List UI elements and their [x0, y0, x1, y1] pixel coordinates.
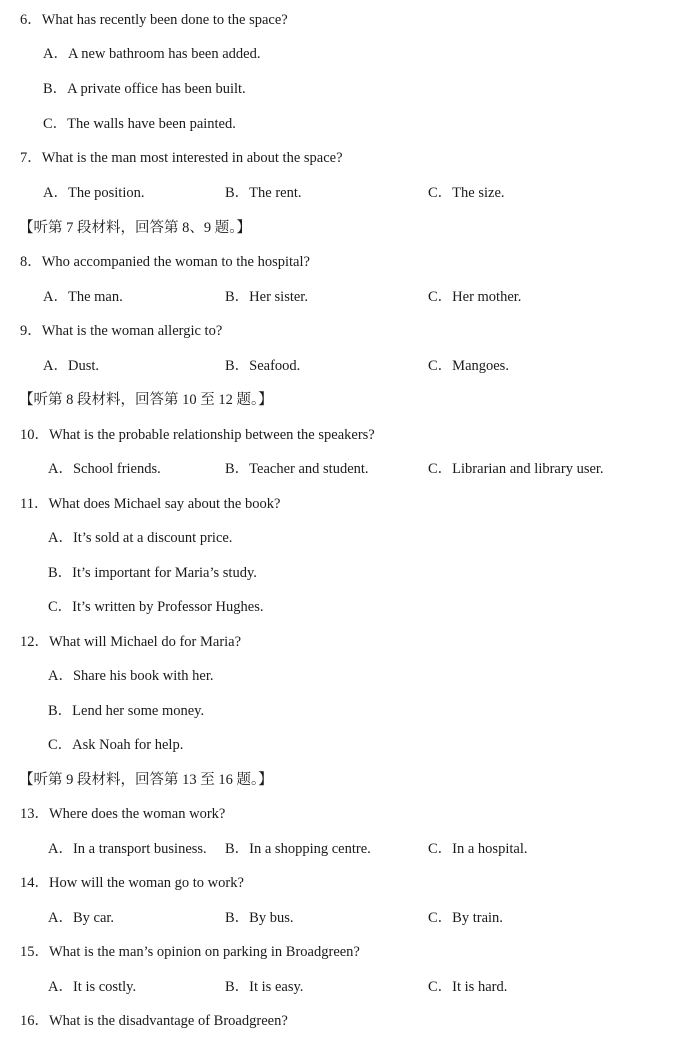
option-10b: B．Teacher and student.	[225, 461, 369, 477]
option-text: A．It’s sold at a discount price.	[48, 530, 233, 546]
option-6a	[0, 44, 693, 64]
option-6c	[0, 114, 693, 134]
option-text: B．It’s important for Maria’s study.	[48, 565, 257, 581]
option-11a	[0, 528, 693, 548]
options-14	[0, 908, 693, 928]
option-9c: C．Mangoes.	[428, 358, 509, 374]
options-13	[0, 839, 693, 859]
option-6b	[0, 79, 693, 99]
option-14b: B．By bus.	[225, 910, 294, 926]
question-14: 14．How will the woman go to work?	[20, 875, 244, 891]
option-10c: C．Librarian and library user.	[428, 461, 604, 477]
options-7	[0, 183, 693, 203]
option-15b: B．It is easy.	[225, 979, 304, 995]
option-8a: A．The man.	[43, 289, 123, 305]
question-12: 12．What will Michael do for Maria?	[20, 634, 242, 650]
option-7a: A．The position.	[43, 185, 145, 201]
options-9	[0, 356, 693, 376]
option-12b	[0, 701, 693, 721]
option-14a: A．By car.	[48, 910, 115, 926]
option-9b: B．Seafood.	[225, 358, 301, 374]
question-10: 10．What is the probable relationship between the speakers?	[20, 427, 375, 443]
option-11c	[0, 597, 693, 617]
section-heading-9: 【听第 9 段材料，回答第 13 至 16 题。】	[19, 772, 273, 788]
option-13b: B．In a shopping centre.	[225, 841, 371, 857]
option-11b	[0, 563, 693, 583]
question-13: 13．Where does the woman work?	[20, 806, 226, 822]
options-15	[0, 977, 693, 997]
options-10	[0, 459, 693, 479]
option-8b: B．Her sister.	[225, 289, 308, 305]
option-7b: B．The rent.	[225, 185, 302, 201]
option-13c: C．In a hospital.	[428, 841, 528, 857]
section-heading-7: 【听第 7 段材料，回答第 8、9 题。】	[19, 220, 251, 236]
option-12a	[0, 666, 693, 686]
option-15c: C．It is hard.	[428, 979, 508, 995]
option-text: A．Share his book with her.	[48, 668, 214, 684]
question-9: 9．What is the woman allergic to?	[20, 323, 223, 339]
section-heading-8: 【听第 8 段材料，回答第 10 至 12 题。】	[19, 392, 273, 408]
question-6: 6．What has recently been done to the space?	[20, 12, 288, 28]
question-7: 7．What is the man most interested in about the space?	[20, 150, 343, 166]
option-14c: C．By train.	[428, 910, 503, 926]
option-text: B．Lend her some money.	[48, 703, 205, 719]
option-text: A．A new bathroom has been added.	[43, 46, 261, 62]
options-8	[0, 287, 693, 307]
option-text: C．Ask Noah for help.	[48, 737, 184, 753]
option-9a: A．Dust.	[43, 358, 99, 374]
option-8c: C．Her mother.	[428, 289, 522, 305]
question-16: 16．What is the disadvantage of Broadgreen?	[20, 1013, 288, 1029]
option-text: C．The walls have been painted.	[43, 116, 236, 132]
option-15a: A．It is costly.	[48, 979, 137, 995]
option-text: C．It’s written by Professor Hughes.	[48, 599, 264, 615]
option-text: B．A private office has been built.	[43, 81, 246, 97]
question-8: 8．Who accompanied the woman to the hospital?	[20, 254, 310, 270]
question-11: 11．What does Michael say about the book?	[20, 496, 281, 512]
question-15: 15．What is the man’s opinion on parking in Broadgreen?	[20, 944, 360, 960]
option-7c: C．The size.	[428, 185, 505, 201]
option-12c	[0, 735, 693, 755]
option-10a: A．School friends.	[48, 461, 161, 477]
option-13a: A．In a transport business.	[48, 841, 207, 857]
